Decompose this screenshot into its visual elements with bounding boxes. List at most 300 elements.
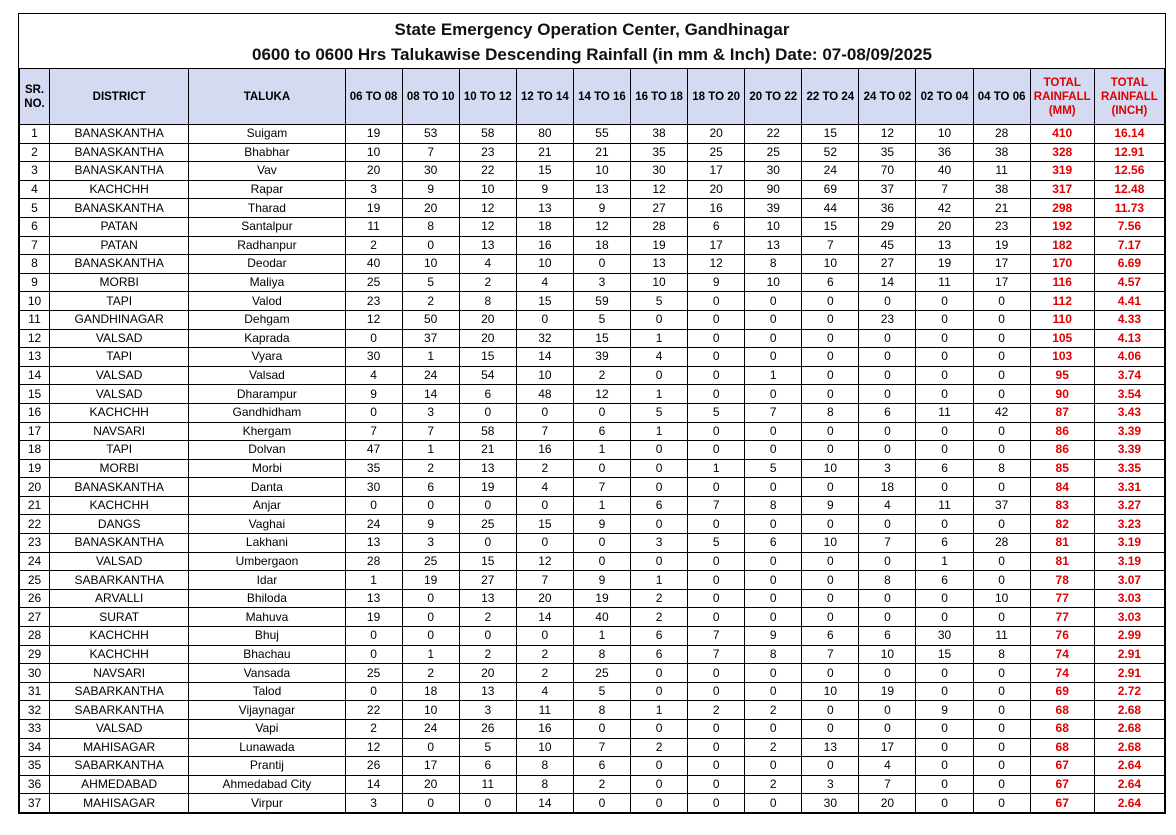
cell-rainfall-slot: 0	[859, 701, 916, 720]
cell-rainfall-slot: 1	[402, 441, 459, 460]
cell-rainfall-slot: 58	[459, 422, 516, 441]
cell-sr-no: 2	[20, 143, 50, 162]
table-row	[20, 292, 1165, 311]
cell-rainfall-slot: 25	[573, 664, 630, 683]
table-row	[20, 403, 1165, 422]
table-row	[20, 701, 1165, 720]
cell-rainfall-slot: 0	[859, 720, 916, 739]
cell-rainfall-slot: 1	[631, 701, 688, 720]
cell-rainfall-slot: 0	[973, 329, 1030, 348]
cell-rainfall-slot: 1	[573, 496, 630, 515]
cell-total-mm: 68	[1030, 701, 1094, 720]
cell-rainfall-slot: 0	[688, 682, 745, 701]
cell-rainfall-slot: 1	[631, 571, 688, 590]
cell-rainfall-slot: 19	[859, 682, 916, 701]
cell-rainfall-slot: 2	[459, 645, 516, 664]
cell-rainfall-slot: 23	[859, 310, 916, 329]
cell-rainfall-slot: 25	[345, 664, 402, 683]
table-row	[20, 571, 1165, 590]
cell-rainfall-slot: 0	[573, 720, 630, 739]
table-row	[20, 515, 1165, 534]
cell-rainfall-slot: 22	[459, 162, 516, 181]
cell-rainfall-slot: 0	[916, 329, 973, 348]
cell-rainfall-slot: 1	[688, 459, 745, 478]
cell-rainfall-slot: 0	[973, 757, 1030, 776]
cell-sr-no: 6	[20, 217, 50, 236]
cell-rainfall-slot: 0	[745, 478, 802, 497]
header-slot: 04 TO 06	[973, 69, 1030, 125]
cell-rainfall-slot: 8	[973, 459, 1030, 478]
cell-rainfall-slot: 6	[573, 757, 630, 776]
cell-rainfall-slot: 10	[516, 738, 573, 757]
cell-rainfall-slot: 4	[859, 496, 916, 515]
cell-rainfall-slot: 53	[402, 125, 459, 144]
cell-rainfall-slot: 0	[973, 515, 1030, 534]
header-slot: 12 TO 14	[516, 69, 573, 125]
cell-sr-no: 8	[20, 255, 50, 274]
cell-rainfall-slot: 16	[516, 236, 573, 255]
cell-rainfall-slot: 4	[859, 757, 916, 776]
cell-sr-no: 9	[20, 273, 50, 292]
cell-rainfall-slot: 90	[745, 180, 802, 199]
cell-total-mm: 170	[1030, 255, 1094, 274]
table-row	[20, 441, 1165, 460]
cell-rainfall-slot: 0	[688, 720, 745, 739]
cell-rainfall-slot: 48	[516, 385, 573, 404]
cell-total-mm: 67	[1030, 757, 1094, 776]
cell-rainfall-slot: 28	[973, 125, 1030, 144]
cell-rainfall-slot: 17	[688, 236, 745, 255]
cell-district: BANASKANTHA	[50, 125, 189, 144]
cell-taluka: Vijaynagar	[189, 701, 345, 720]
cell-rainfall-slot: 59	[573, 292, 630, 311]
table-row	[20, 236, 1165, 255]
cell-total-inch: 4.41	[1094, 292, 1164, 311]
cell-rainfall-slot: 14	[516, 608, 573, 627]
cell-total-mm: 86	[1030, 441, 1094, 460]
cell-total-mm: 112	[1030, 292, 1094, 311]
cell-sr-no: 12	[20, 329, 50, 348]
cell-rainfall-slot: 1	[402, 348, 459, 367]
cell-total-mm: 82	[1030, 515, 1094, 534]
cell-taluka: Kaprada	[189, 329, 345, 348]
cell-rainfall-slot: 15	[516, 292, 573, 311]
cell-total-mm: 192	[1030, 217, 1094, 236]
cell-rainfall-slot: 13	[631, 255, 688, 274]
header-total-mm: TOTAL RAINFALL (MM)	[1030, 69, 1094, 125]
cell-rainfall-slot: 17	[973, 255, 1030, 274]
cell-sr-no: 36	[20, 775, 50, 794]
cell-sr-no: 29	[20, 645, 50, 664]
cell-rainfall-slot: 0	[688, 589, 745, 608]
cell-rainfall-slot: 0	[688, 515, 745, 534]
cell-sr-no: 18	[20, 441, 50, 460]
cell-rainfall-slot: 15	[573, 329, 630, 348]
cell-rainfall-slot: 0	[631, 757, 688, 776]
cell-rainfall-slot: 0	[802, 589, 859, 608]
cell-rainfall-slot: 2	[345, 236, 402, 255]
cell-district: SABARKANTHA	[50, 757, 189, 776]
cell-total-inch: 3.39	[1094, 441, 1164, 460]
cell-sr-no: 24	[20, 552, 50, 571]
cell-rainfall-slot: 1	[631, 329, 688, 348]
cell-rainfall-slot: 0	[916, 738, 973, 757]
cell-total-mm: 69	[1030, 682, 1094, 701]
cell-rainfall-slot: 25	[459, 515, 516, 534]
cell-rainfall-slot: 0	[402, 738, 459, 757]
cell-sr-no: 10	[20, 292, 50, 311]
cell-rainfall-slot: 10	[745, 273, 802, 292]
cell-rainfall-slot: 7	[345, 422, 402, 441]
cell-total-mm: 319	[1030, 162, 1094, 181]
cell-rainfall-slot: 19	[459, 478, 516, 497]
cell-rainfall-slot: 0	[688, 310, 745, 329]
table-row	[20, 496, 1165, 515]
cell-rainfall-slot: 0	[745, 422, 802, 441]
cell-rainfall-slot: 39	[745, 199, 802, 218]
cell-rainfall-slot: 8	[459, 292, 516, 311]
table-row	[20, 627, 1165, 646]
cell-rainfall-slot: 11	[345, 217, 402, 236]
cell-rainfall-slot: 2	[745, 701, 802, 720]
cell-rainfall-slot: 38	[973, 180, 1030, 199]
cell-rainfall-slot: 2	[745, 775, 802, 794]
cell-total-mm: 74	[1030, 664, 1094, 683]
cell-district: MAHISAGAR	[50, 794, 189, 813]
cell-sr-no: 30	[20, 664, 50, 683]
cell-total-inch: 7.17	[1094, 236, 1164, 255]
header-slot: 16 TO 18	[631, 69, 688, 125]
cell-rainfall-slot: 11	[459, 775, 516, 794]
cell-total-inch: 4.33	[1094, 310, 1164, 329]
cell-rainfall-slot: 5	[573, 310, 630, 329]
cell-taluka: Talod	[189, 682, 345, 701]
cell-rainfall-slot: 0	[688, 478, 745, 497]
cell-rainfall-slot: 0	[802, 366, 859, 385]
cell-rainfall-slot: 0	[745, 589, 802, 608]
cell-rainfall-slot: 27	[631, 199, 688, 218]
cell-rainfall-slot: 19	[345, 199, 402, 218]
cell-rainfall-slot: 8	[402, 217, 459, 236]
cell-rainfall-slot: 0	[802, 310, 859, 329]
cell-sr-no: 16	[20, 403, 50, 422]
cell-rainfall-slot: 9	[345, 385, 402, 404]
rainfall-table	[19, 68, 1165, 813]
cell-sr-no: 14	[20, 366, 50, 385]
cell-rainfall-slot: 0	[916, 310, 973, 329]
header-slot: 20 TO 22	[745, 69, 802, 125]
cell-rainfall-slot: 24	[802, 162, 859, 181]
table-row	[20, 348, 1165, 367]
cell-rainfall-slot: 0	[688, 552, 745, 571]
cell-rainfall-slot: 7	[859, 775, 916, 794]
cell-sr-no: 28	[20, 627, 50, 646]
cell-rainfall-slot: 0	[916, 794, 973, 813]
table-row	[20, 199, 1165, 218]
cell-rainfall-slot: 10	[859, 645, 916, 664]
cell-sr-no: 27	[20, 608, 50, 627]
table-body	[20, 125, 1165, 813]
cell-sr-no: 7	[20, 236, 50, 255]
cell-rainfall-slot: 0	[916, 366, 973, 385]
cell-rainfall-slot: 18	[516, 217, 573, 236]
cell-rainfall-slot: 8	[573, 701, 630, 720]
cell-rainfall-slot: 3	[802, 775, 859, 794]
cell-district: TAPI	[50, 292, 189, 311]
cell-total-inch: 3.23	[1094, 515, 1164, 534]
cell-rainfall-slot: 80	[516, 125, 573, 144]
cell-rainfall-slot: 2	[402, 292, 459, 311]
cell-rainfall-slot: 0	[916, 589, 973, 608]
cell-rainfall-slot: 0	[345, 496, 402, 515]
cell-rainfall-slot: 0	[345, 682, 402, 701]
cell-total-inch: 2.91	[1094, 645, 1164, 664]
cell-rainfall-slot: 20	[345, 162, 402, 181]
cell-rainfall-slot: 20	[859, 794, 916, 813]
cell-rainfall-slot: 12	[459, 199, 516, 218]
cell-rainfall-slot: 5	[459, 738, 516, 757]
cell-rainfall-slot: 0	[745, 682, 802, 701]
cell-rainfall-slot: 6	[631, 645, 688, 664]
cell-rainfall-slot: 19	[345, 125, 402, 144]
cell-rainfall-slot: 30	[345, 348, 402, 367]
cell-rainfall-slot: 0	[859, 366, 916, 385]
cell-rainfall-slot: 13	[345, 589, 402, 608]
cell-rainfall-slot: 0	[973, 720, 1030, 739]
cell-rainfall-slot: 0	[745, 757, 802, 776]
cell-district: DANGS	[50, 515, 189, 534]
cell-district: VALSAD	[50, 385, 189, 404]
cell-rainfall-slot: 4	[345, 366, 402, 385]
cell-district: KACHCHH	[50, 627, 189, 646]
cell-rainfall-slot: 10	[802, 459, 859, 478]
cell-rainfall-slot: 0	[745, 552, 802, 571]
cell-rainfall-slot: 10	[973, 589, 1030, 608]
cell-rainfall-slot: 0	[345, 645, 402, 664]
cell-rainfall-slot: 38	[631, 125, 688, 144]
cell-rainfall-slot: 15	[459, 552, 516, 571]
cell-rainfall-slot: 55	[573, 125, 630, 144]
cell-total-inch: 3.03	[1094, 589, 1164, 608]
cell-rainfall-slot: 0	[859, 552, 916, 571]
cell-rainfall-slot: 70	[859, 162, 916, 181]
cell-rainfall-slot: 9	[802, 496, 859, 515]
cell-rainfall-slot: 2	[573, 366, 630, 385]
cell-rainfall-slot: 1	[631, 385, 688, 404]
cell-total-mm: 110	[1030, 310, 1094, 329]
cell-rainfall-slot: 0	[345, 627, 402, 646]
cell-rainfall-slot: 54	[459, 366, 516, 385]
cell-rainfall-slot: 4	[459, 255, 516, 274]
cell-district: PATAN	[50, 236, 189, 255]
cell-total-inch: 6.69	[1094, 255, 1164, 274]
cell-taluka: Anjar	[189, 496, 345, 515]
cell-rainfall-slot: 13	[916, 236, 973, 255]
cell-rainfall-slot: 6	[688, 217, 745, 236]
cell-total-mm: 95	[1030, 366, 1094, 385]
cell-rainfall-slot: 50	[402, 310, 459, 329]
cell-rainfall-slot: 23	[345, 292, 402, 311]
cell-rainfall-slot: 2	[631, 608, 688, 627]
header-slot: 22 TO 24	[802, 69, 859, 125]
cell-rainfall-slot: 0	[459, 794, 516, 813]
cell-rainfall-slot: 9	[745, 627, 802, 646]
cell-rainfall-slot: 0	[916, 664, 973, 683]
cell-rainfall-slot: 0	[916, 608, 973, 627]
cell-rainfall-slot: 13	[516, 199, 573, 218]
cell-rainfall-slot: 3	[402, 534, 459, 553]
cell-rainfall-slot: 16	[516, 441, 573, 460]
cell-rainfall-slot: 0	[345, 403, 402, 422]
cell-rainfall-slot: 19	[973, 236, 1030, 255]
cell-district: VALSAD	[50, 552, 189, 571]
cell-district: BANASKANTHA	[50, 534, 189, 553]
cell-rainfall-slot: 2	[459, 273, 516, 292]
cell-rainfall-slot: 0	[573, 552, 630, 571]
cell-district: KACHCHH	[50, 403, 189, 422]
cell-district: MORBI	[50, 273, 189, 292]
cell-rainfall-slot: 24	[345, 515, 402, 534]
cell-total-mm: 68	[1030, 738, 1094, 757]
cell-sr-no: 13	[20, 348, 50, 367]
cell-rainfall-slot: 0	[459, 496, 516, 515]
cell-rainfall-slot: 30	[802, 794, 859, 813]
cell-sr-no: 26	[20, 589, 50, 608]
cell-rainfall-slot: 19	[573, 589, 630, 608]
cell-rainfall-slot: 12	[859, 125, 916, 144]
cell-rainfall-slot: 0	[916, 720, 973, 739]
cell-rainfall-slot: 0	[973, 441, 1030, 460]
cell-rainfall-slot: 7	[402, 422, 459, 441]
cell-total-inch: 4.57	[1094, 273, 1164, 292]
cell-rainfall-slot: 38	[973, 143, 1030, 162]
cell-taluka: Lunawada	[189, 738, 345, 757]
cell-rainfall-slot: 7	[916, 180, 973, 199]
cell-total-mm: 68	[1030, 720, 1094, 739]
cell-total-inch: 3.03	[1094, 608, 1164, 627]
cell-rainfall-slot: 0	[859, 348, 916, 367]
cell-rainfall-slot: 18	[402, 682, 459, 701]
cell-rainfall-slot: 0	[631, 775, 688, 794]
cell-rainfall-slot: 0	[916, 385, 973, 404]
cell-rainfall-slot: 23	[459, 143, 516, 162]
cell-rainfall-slot: 12	[688, 255, 745, 274]
cell-total-inch: 3.31	[1094, 478, 1164, 497]
cell-rainfall-slot: 8	[745, 255, 802, 274]
cell-rainfall-slot: 8	[802, 403, 859, 422]
cell-rainfall-slot: 2	[516, 645, 573, 664]
cell-rainfall-slot: 0	[973, 552, 1030, 571]
cell-taluka: Dehgam	[189, 310, 345, 329]
cell-rainfall-slot: 27	[859, 255, 916, 274]
table-row	[20, 180, 1165, 199]
cell-rainfall-slot: 13	[459, 682, 516, 701]
cell-rainfall-slot: 0	[688, 664, 745, 683]
cell-rainfall-slot: 0	[745, 348, 802, 367]
cell-total-mm: 182	[1030, 236, 1094, 255]
cell-rainfall-slot: 6	[745, 534, 802, 553]
cell-total-inch: 2.91	[1094, 664, 1164, 683]
cell-rainfall-slot: 2	[345, 720, 402, 739]
cell-total-inch: 2.72	[1094, 682, 1164, 701]
cell-rainfall-slot: 0	[688, 794, 745, 813]
cell-rainfall-slot: 5	[631, 403, 688, 422]
cell-rainfall-slot: 0	[916, 422, 973, 441]
cell-rainfall-slot: 6	[459, 757, 516, 776]
cell-rainfall-slot: 9	[573, 515, 630, 534]
cell-rainfall-slot: 8	[745, 496, 802, 515]
cell-rainfall-slot: 0	[973, 310, 1030, 329]
cell-rainfall-slot: 11	[916, 273, 973, 292]
cell-rainfall-slot: 0	[631, 664, 688, 683]
table-row	[20, 143, 1165, 162]
cell-rainfall-slot: 7	[802, 236, 859, 255]
cell-rainfall-slot: 42	[916, 199, 973, 218]
cell-rainfall-slot: 0	[859, 664, 916, 683]
cell-rainfall-slot: 7	[516, 422, 573, 441]
cell-rainfall-slot: 0	[973, 422, 1030, 441]
header-slot: 10 TO 12	[459, 69, 516, 125]
cell-rainfall-slot: 21	[573, 143, 630, 162]
table-row	[20, 589, 1165, 608]
cell-rainfall-slot: 10	[802, 534, 859, 553]
cell-rainfall-slot: 15	[802, 125, 859, 144]
cell-rainfall-slot: 0	[745, 794, 802, 813]
cell-rainfall-slot: 12	[573, 385, 630, 404]
cell-rainfall-slot: 11	[973, 627, 1030, 646]
cell-rainfall-slot: 39	[573, 348, 630, 367]
cell-rainfall-slot: 23	[973, 217, 1030, 236]
cell-taluka: Virpur	[189, 794, 345, 813]
cell-rainfall-slot: 7	[573, 478, 630, 497]
cell-total-inch: 4.06	[1094, 348, 1164, 367]
cell-rainfall-slot: 21	[459, 441, 516, 460]
cell-rainfall-slot: 0	[973, 478, 1030, 497]
cell-total-mm: 81	[1030, 534, 1094, 553]
cell-rainfall-slot: 0	[516, 403, 573, 422]
cell-total-inch: 7.56	[1094, 217, 1164, 236]
cell-rainfall-slot: 7	[402, 143, 459, 162]
cell-rainfall-slot: 0	[802, 720, 859, 739]
cell-rainfall-slot: 22	[745, 125, 802, 144]
cell-rainfall-slot: 13	[802, 738, 859, 757]
cell-rainfall-slot: 0	[802, 441, 859, 460]
cell-rainfall-slot: 0	[402, 589, 459, 608]
cell-rainfall-slot: 1	[345, 571, 402, 590]
cell-rainfall-slot: 32	[516, 329, 573, 348]
cell-rainfall-slot: 0	[802, 515, 859, 534]
cell-rainfall-slot: 28	[345, 552, 402, 571]
cell-rainfall-slot: 10	[631, 273, 688, 292]
cell-rainfall-slot: 6	[573, 422, 630, 441]
cell-rainfall-slot: 11	[916, 403, 973, 422]
cell-rainfall-slot: 24	[402, 720, 459, 739]
cell-rainfall-slot: 5	[688, 403, 745, 422]
cell-total-mm: 317	[1030, 180, 1094, 199]
cell-district: PATAN	[50, 217, 189, 236]
cell-rainfall-slot: 0	[573, 255, 630, 274]
cell-rainfall-slot: 6	[859, 403, 916, 422]
cell-taluka: Bhuj	[189, 627, 345, 646]
cell-rainfall-slot: 0	[688, 441, 745, 460]
cell-taluka: Umbergaon	[189, 552, 345, 571]
cell-rainfall-slot: 7	[573, 738, 630, 757]
cell-total-inch: 2.99	[1094, 627, 1164, 646]
cell-rainfall-slot: 0	[745, 515, 802, 534]
cell-rainfall-slot: 3	[402, 403, 459, 422]
cell-sr-no: 33	[20, 720, 50, 739]
cell-rainfall-slot: 5	[573, 682, 630, 701]
